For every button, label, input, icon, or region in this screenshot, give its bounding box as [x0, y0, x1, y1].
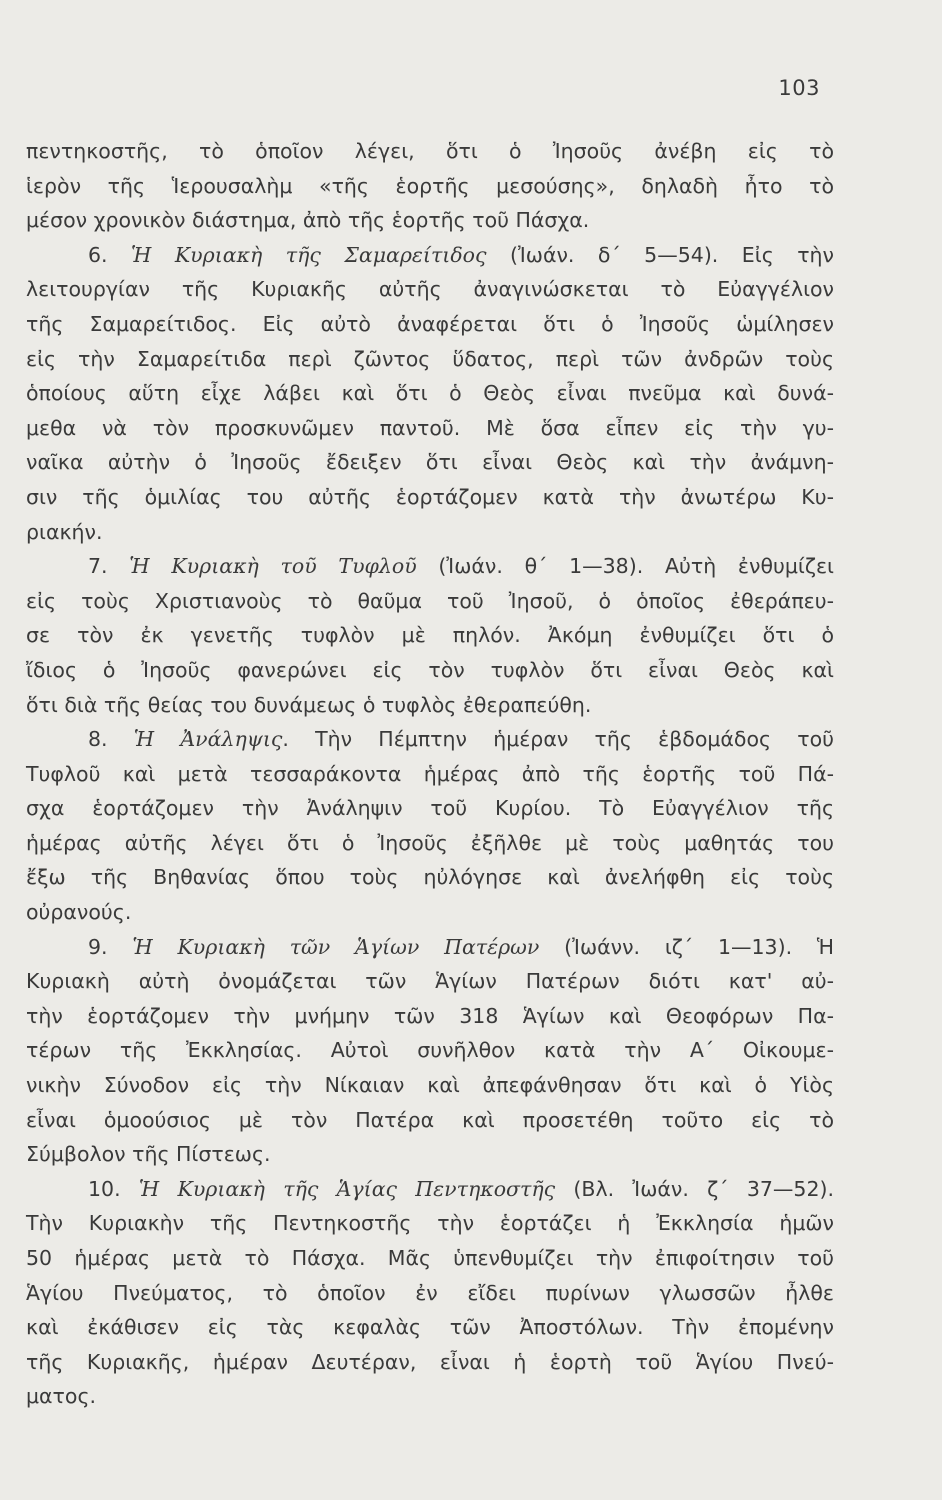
- text-line: ὁποίους αὕτη εἶχε λάβει καὶ ὅτι ὁ Θεὸς εἶναι πνεῦμα καὶ δυνά-: [26, 381, 834, 406]
- section-number: 10.: [88, 1176, 139, 1201]
- text-line: Κυριακὴ αὐτὴ ὀνομάζεται τῶν Ἁγίων Πατέρων διότι κατ' αὐ-: [26, 969, 834, 994]
- text-line: ἴδιος ὁ Ἰησοῦς φανερώνει εἰς τὸν τυφλὸν ὅτι εἶναι Θεὸς καὶ: [26, 657, 834, 682]
- text-line: τέρων τῆς Ἐκκλησίας. Αὐτοὶ συνῆλθον κατὰ τὴν Α΄ Οἰκουμε-: [26, 1038, 834, 1063]
- text-line: ὅτι διὰ τῆς θείας του δυνάμεως ὁ τυφλὸς ἐθεραπεύθη.: [26, 692, 592, 717]
- text-line: Τὴν Κυριακὴν τῆς Πεντηκοστῆς τὴν ἑορτάζει ἡ Ἐκκλησία ἡμῶν: [26, 1211, 834, 1236]
- section-title: Ἡ Ἀνάληψις: [133, 727, 283, 752]
- text-line: ἡμέρας αὐτῆς λέγει ὅτι ὁ Ἰησοῦς ἐξῆλθε μὲ τοὺς μαθητάς του: [26, 830, 834, 855]
- text-line: ματος.: [26, 1384, 96, 1409]
- text-line: σε τὸν ἐκ γενετῆς τυφλὸν μὲ πηλόν. Ἀκόμη ἐνθυμίζει ὅτι ὁ: [26, 623, 834, 648]
- section-heading-line: [26, 930, 834, 965]
- section-reference: . Τὴν Πέμπτην ἡμέραν τῆς ἑβδομάδος τοῦ: [282, 727, 835, 752]
- text-line: ἱερὸν τῆς Ἱερουσαλὴμ «τῆς ἑορτῆς μεσούσης», δηλαδὴ ἦτο τὸ: [26, 173, 834, 198]
- section-heading-line: [26, 238, 834, 273]
- text-line: μέσον χρονικὸν διάστημα, ἀπὸ τῆς ἑορτῆς τοῦ Πάσχα.: [26, 208, 590, 233]
- text-line: σχα ἑορτάζομεν τὴν Ἀνάληψιν τοῦ Κυρίου. Τὸ Εὐαγγέλιον τῆς: [26, 796, 834, 821]
- section-number: 9.: [88, 934, 133, 959]
- section-reference: (Ἰωάν. δ΄ 5—54). Εἰς τὴν: [486, 242, 834, 267]
- text-line: μεθα νὰ τὸν προσκυνῶμεν παντοῦ. Μὲ ὅσα εἶπεν εἰς τὴν γυ-: [26, 415, 834, 440]
- text-line: νικὴν Σύνοδον εἰς τὴν Νίκαιαν καὶ ἀπεφάνθησαν ὅτι καὶ ὁ Υἱὸς: [26, 1073, 834, 1098]
- section-number: 6.: [88, 242, 132, 267]
- text-line: τῆς Κυριακῆς, ἡμέραν Δευτέραν, εἶναι ἡ ἑορτὴ τοῦ Ἁγίου Πνεύ-: [26, 1349, 834, 1374]
- section-heading-line: [26, 1172, 834, 1207]
- section-reference: (Ἰωάν. θ΄ 1—38). Αὐτὴ ἐνθυμίζει: [416, 554, 834, 579]
- text-line: Σύμβολον τῆς Πίστεως.: [26, 1142, 271, 1167]
- section-number: 7.: [88, 554, 130, 579]
- section-number: 8.: [88, 727, 134, 752]
- text-line: οὐρανούς.: [26, 900, 132, 925]
- section-reference: (Βλ. Ἰωάν. ζ΄ 37—52).: [555, 1176, 835, 1201]
- text-line: καὶ ἐκάθισεν εἰς τὰς κεφαλὰς τῶν Ἀποστόλων. Τὴν ἐπομένην: [26, 1315, 834, 1340]
- text-line: Ἁγίου Πνεύματος, τὸ ὁποῖον ἐν εἴδει πυρίνων γλωσσῶν ἦλθε: [26, 1280, 834, 1305]
- text-line: ἔξω τῆς Βηθανίας ὅπου τοὺς ηὐλόγησε καὶ ἀνελήφθη εἰς τοὺς: [26, 865, 834, 890]
- section-title: Ἡ Κυριακὴ τοῦ Τυφλοῦ: [129, 554, 417, 579]
- body-text: [26, 134, 834, 1414]
- section-heading-line: [26, 549, 834, 584]
- text-line: τὴν ἑορτάζομεν τὴν μνήμην τῶν 318 Ἁγίων καὶ Θεοφόρων Πα-: [26, 1003, 834, 1028]
- text-line: Τυφλοῦ καὶ μετὰ τεσσαράκοντα ἡμέρας ἀπὸ τῆς ἑορτῆς τοῦ Πά-: [26, 761, 834, 786]
- section-title: Ἡ Κυριακὴ τῶν Ἁγίων Πατέρων: [132, 934, 540, 959]
- text-line: ριακήν.: [26, 519, 103, 544]
- section-title: Ἡ Κυριακὴ τῆς Σαμαρείτιδος: [131, 242, 487, 267]
- text-line: λειτουργίαν τῆς Κυριακῆς αὐτῆς ἀναγινώσκεται τὸ Εὐαγγέλιον: [26, 277, 834, 302]
- text-line: ναῖκα αὐτὴν ὁ Ἰησοῦς ἔδειξεν ὅτι εἶναι Θεὸς καὶ τὴν ἀνάμνη-: [26, 450, 834, 475]
- section-heading-line: [26, 722, 834, 757]
- text-line: πεντηκοστῆς, τὸ ὁποῖον λέγει, ὅτι ὁ Ἰησοῦς ἀνέβη εἰς τὸ: [26, 139, 834, 163]
- text-line: εἶναι ὁμοούσιος μὲ τὸν Πατέρα καὶ προσετέθη τοῦτο εἰς τὸ: [26, 1107, 834, 1132]
- text-line: εἰς τοὺς Χριστιανοὺς τὸ θαῦμα τοῦ Ἰησοῦ, ὁ ὁποῖος ἐθεράπευ-: [26, 588, 834, 613]
- text-line: σιν τῆς ὁμιλίας του αὐτῆς ἑορτάζομεν κατὰ τὴν ἀνωτέρω Κυ-: [26, 484, 834, 509]
- text-line: 50 ἡμέρας μετὰ τὸ Πάσχα. Μᾶς ὑπενθυμίζει τὴν ἐπιφοίτησιν τοῦ: [26, 1246, 834, 1270]
- section-reference: (Ἰωάνν. ιζ΄ 1—13). Ἡ: [539, 934, 835, 959]
- section-title: Ἡ Κυριακὴ τῆς Ἁγίας Πεντηκοστῆς: [138, 1176, 556, 1201]
- text-line: τῆς Σαμαρείτιδος. Εἰς αὐτὸ ἀναφέρεται ὅτι ὁ Ἰησοῦς ὡμίλησεν: [26, 311, 834, 336]
- page-number: 103: [778, 76, 820, 100]
- text-line: εἰς τὴν Σαμαρείτιδα περὶ ζῶντος ὕδατος, περὶ τῶν ἀνδρῶν τοὺς: [26, 346, 834, 371]
